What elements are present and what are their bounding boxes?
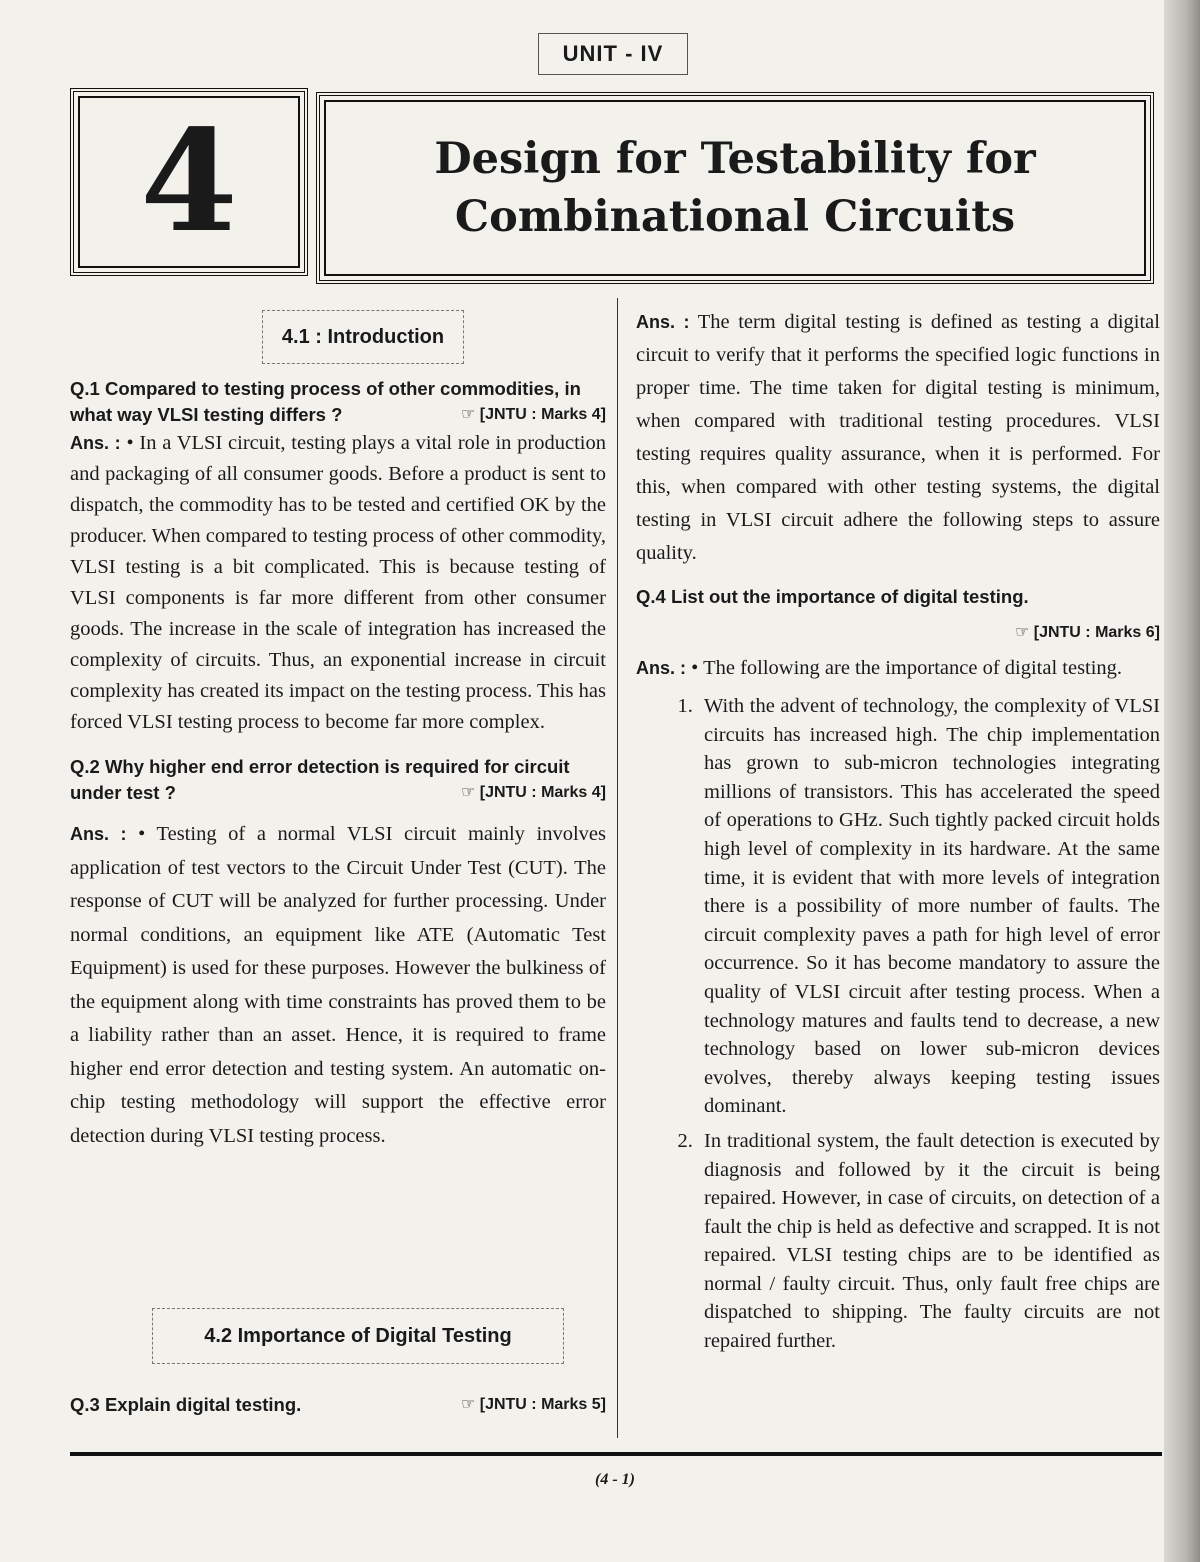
q3-marks: ☞ [JNTU : Marks 5] xyxy=(460,1396,606,1413)
q3-answer: The term digital testing is defined as testing a digital circuit to verify that it performs the specified logic functions in proper time. The time taken for digital testing is minimum, when compared with traditional testing procedures. VLSI testing requires quality assurance, when it is performed. For this, when compared with other testing systems, the digital testing in VLSI circuit adhere the following steps to assure quality. xyxy=(636,311,1160,564)
column-divider xyxy=(617,298,618,1438)
chapter-title-line-1: Design for Testability for xyxy=(434,134,1036,184)
footer-rule xyxy=(70,1452,1162,1456)
chapter-title-line-2: Combinational Circuits xyxy=(454,192,1016,242)
q4-ans-label: Ans. : xyxy=(636,658,687,678)
q4-question: Q.4 List out the importance of digital testing. xyxy=(636,586,1029,607)
chapter-number: 4 xyxy=(140,100,238,264)
q1-marks: ☞ [JNTU : Marks 4] xyxy=(460,406,606,423)
q2-answer: • Testing of a normal VLSI circuit mainly involves application of test vectors to the Circuit Under Test (CUT). The response of CUT will be analyzed for further processing. Under normal conditions, an equipment like ATE (Automatic Test Equipment) is used for these purposes. However the bulkiness of the equipment along with time constraints has proved them to be a liability rather than an asset. Hence, it is required to frame higher end error detection and testing system. An automatic on-chip testing methodology will support the effective error detection during VLSI testing process. xyxy=(70,823,606,1147)
q1-question: Q.1 Compared to testing process of other commodities, in what way VLSI testing differs ? xyxy=(70,378,581,425)
chapter-title-box xyxy=(316,92,1154,284)
q2-marks: ☞ [JNTU : Marks 4] xyxy=(460,784,606,801)
q4-list xyxy=(636,692,1160,1356)
right-column xyxy=(636,306,1160,1362)
q2-ans-label: Ans. : xyxy=(70,824,127,844)
unit-label: UNIT - IV xyxy=(538,33,688,75)
q3-question: Q.3 Explain digital testing. xyxy=(70,1394,302,1415)
q3-ans-label: Ans. : xyxy=(636,312,690,332)
list-item: 2. In traditional system, the fault detection is executed by diagnosis and followed by it the circuit is being repaired. However, in case of circuits, on detection of a fault the chip is held as defective and scrapped. It is not repaired. VLSI testing chips are to be identified as normal / faulty circuit. Thus, only fault free chips are dispatched to shipping. The faulty circuits are not repaired further. xyxy=(698,1127,1160,1356)
q4-answer: • The following are the importance of digital testing. xyxy=(691,657,1123,679)
section-heading-4-1: 4.1 : Introduction xyxy=(262,310,464,364)
q1-answer: • In a VLSI circuit, testing plays a vital role in production and packaging of all consumer goods. Before a product is sent to dispatch, the commodity has to be tested and certified OK by the producer. When compared to testing process of other commodity, VLSI testing is a bit complicated. This is because testing of VLSI components is far more different from other consumer goods. The increase in the scale of integration has increased the complexity of circuits. Thus, an exponential increase in circuit complexity has created its impact on the testing process. This has forced VLSI testing process to become far more complex. xyxy=(70,432,606,733)
list-item: 1. With the advent of technology, the complexity of VLSI circuits has increased high. The chip implementation has grown to sub-micron technologies integrating millions of transistors. This has accelerated the speed of operations to GHz. Such tightly packed circuit holds high level of complexity in its hardware. At the same time, it is evident that with more levels of integration there is a possibility of more number of faults. The circuit complexity paves a path for high level of error occurrence. So it has become mandatory to assure the quality of VLSI circuit after testing process. When a technology matures and faults tend to decrease, a new technology based on lower sub-micron devices evolves, thereby always keeping testing issues dominant. xyxy=(698,692,1160,1121)
chapter-number-box xyxy=(70,88,308,276)
page-edge-shadow xyxy=(1164,0,1200,1562)
question-q4 xyxy=(636,584,1160,1356)
page-number: (4 - 1) xyxy=(595,1471,635,1488)
q4-marks: ☞ [JNTU : Marks 6] xyxy=(1014,624,1160,641)
left-column xyxy=(70,376,606,1153)
q2-question: Q.2 Why higher end error detection is required for circuit under test ? xyxy=(70,756,570,803)
q1-ans-label: Ans. : xyxy=(70,433,121,453)
question-q1 xyxy=(70,376,606,738)
section-heading-4-2: 4.2 Importance of Digital Testing xyxy=(152,1308,564,1364)
question-q2 xyxy=(70,754,606,1153)
question-q3-heading xyxy=(70,1392,606,1418)
